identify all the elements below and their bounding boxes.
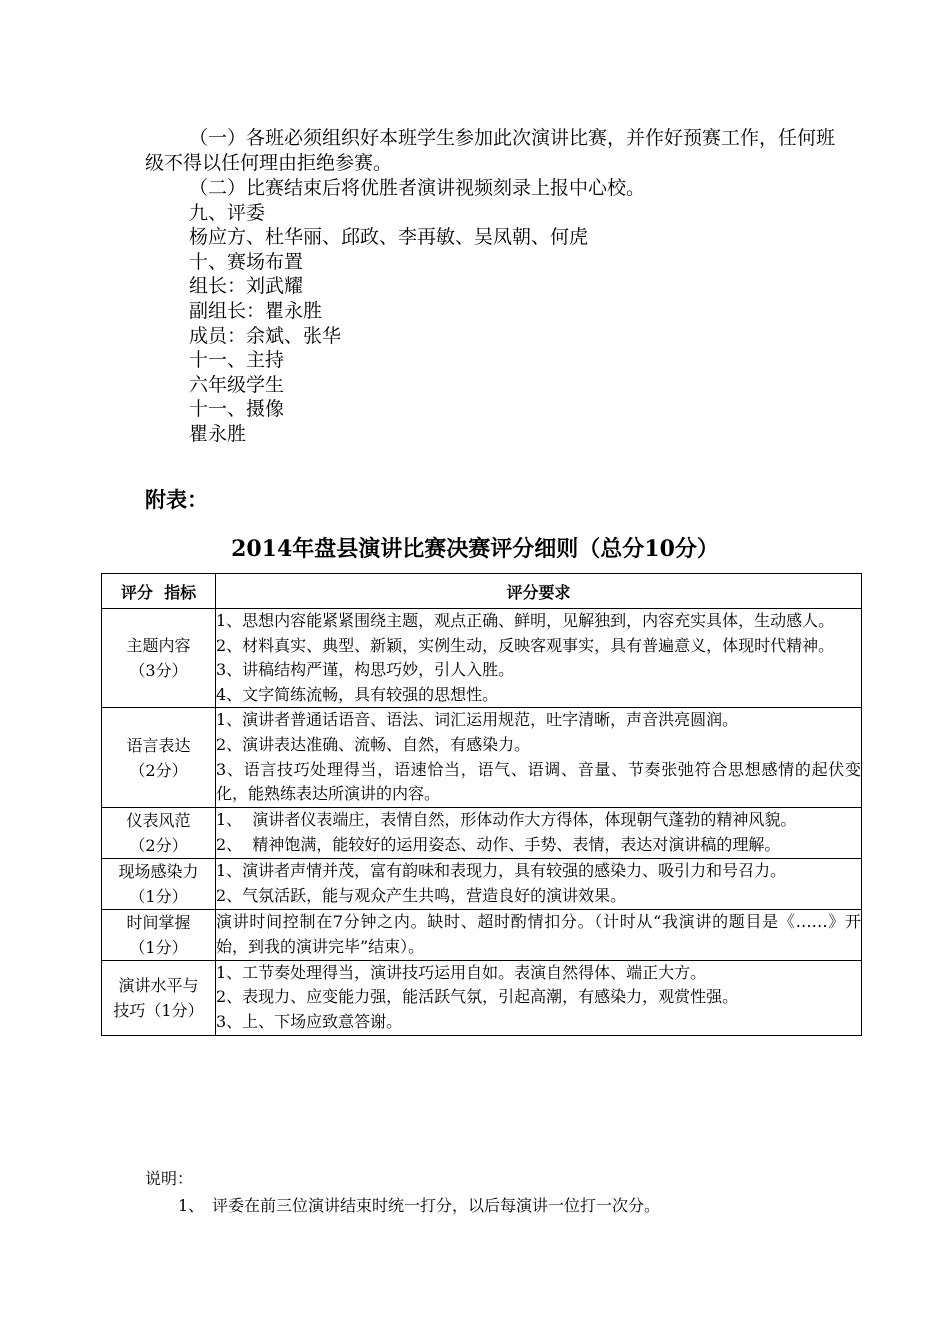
table-row bbox=[102, 909, 862, 960]
requirement-item: 1、思想内容能紧紧围绕主题，观点正确、鲜明，见解独到，内容充实具体，生动感人。 bbox=[216, 611, 835, 630]
requirements-cell bbox=[216, 960, 862, 1035]
requirement-item: 1、演讲者声情并茂，富有韵味和表现力，具有较强的感染力、吸引力和号召力。 bbox=[216, 861, 787, 881]
header-requirements: 评分要求 bbox=[216, 574, 862, 609]
body-line: 十一、摄像 bbox=[189, 398, 285, 421]
body-line: 瞿永胜 bbox=[189, 422, 247, 445]
category-cell bbox=[102, 909, 216, 960]
body-line: 十、赛场布置 bbox=[189, 250, 304, 273]
category-score: （2分） bbox=[129, 760, 188, 780]
body-line: 组长：刘武耀 bbox=[189, 275, 304, 298]
body-line: 成员：余斌、张华 bbox=[189, 324, 342, 347]
body-lines bbox=[189, 176, 645, 447]
requirement-item: 3、讲稿结构严谨，构思巧妙，引人入胜。 bbox=[216, 660, 515, 680]
table-row bbox=[102, 858, 862, 909]
requirements-cell bbox=[216, 858, 862, 909]
requirement-item: 2、表现力、应变能力强，能活跃气氛，引起高潮，有感染力，观赏性强。 bbox=[216, 987, 739, 1007]
requirement-item: 演讲时间控制在7分钟之内。缺时、超时酌情扣分。（计时从“我演讲的题目是《……》开始，到我的演讲完毕”结束）。 bbox=[216, 912, 861, 956]
requirement-item: 2、 精神饱满，能较好的运用姿态、动作、手势、表情，表达对演讲稿的理解。 bbox=[216, 834, 781, 854]
category-cell bbox=[102, 858, 216, 909]
requirement-item: 1、演讲者普通话语音、语法、词汇运用规范，吐字清晰，声音洪亮圆润。 bbox=[216, 710, 739, 730]
category-cell bbox=[102, 960, 216, 1035]
requirement-item: 4、文字简练流畅，具有较强的思想性。 bbox=[216, 684, 499, 704]
table-header-row bbox=[102, 574, 862, 609]
category-cell bbox=[102, 708, 216, 807]
requirement-item: 3、上、下场应致意答谢。 bbox=[216, 1011, 403, 1031]
notes-label: 说明： bbox=[145, 1169, 194, 1188]
requirement-item: 2、气氛活跃，能与观众产生共鸣，营造良好的演讲效果。 bbox=[216, 885, 627, 905]
body-line: 副组长：瞿永胜 bbox=[189, 299, 323, 322]
note-text: 评委在前三位演讲结束时统一打分，以后每演讲一位打一次分。 bbox=[212, 1196, 661, 1215]
table-title: 2014年盘县演讲比赛决赛评分细则（总分10分） bbox=[231, 536, 719, 562]
requirements-cell bbox=[216, 609, 862, 708]
body-line: 九、评委 bbox=[189, 201, 266, 224]
body-line: 杨应方、杜华丽、邱政、李再敏、吴凤朝、何虎 bbox=[189, 226, 589, 249]
category-name: 演讲水平与 bbox=[118, 975, 199, 995]
table-row bbox=[102, 708, 862, 807]
category-name: 仪表风范 bbox=[126, 810, 191, 830]
category-score: （2分） bbox=[129, 835, 188, 855]
category-name: 现场感染力 bbox=[118, 861, 199, 881]
appendix-label: 附表： bbox=[145, 488, 208, 512]
requirement-item: 3、语言技巧处理得当，语速恰当，语气、语调、音量、节奏张弛符合思想感情的起伏变化，能熟练表达所演讲的内容。 bbox=[216, 759, 861, 804]
requirements-cell bbox=[216, 909, 862, 960]
header-indicator: 评分 指标 bbox=[102, 574, 216, 609]
body-line: 十一、主持 bbox=[189, 349, 285, 372]
requirements-cell bbox=[216, 807, 862, 858]
category-score: 技巧（1分） bbox=[113, 1000, 204, 1020]
category-score: （1分） bbox=[129, 937, 188, 957]
requirement-item: 1、 演讲者仪表端庄，表情自然，形体动作大方得体，体现朝气蓬勃的精神风貌。 bbox=[216, 810, 797, 830]
category-score: （3分） bbox=[129, 661, 188, 681]
category-cell bbox=[102, 609, 216, 708]
category-name: 时间掌握 bbox=[126, 912, 191, 932]
scoring-table bbox=[101, 573, 862, 1036]
body-line: （二）比赛结束后将优胜者演讲视频刻录上报中心校。 bbox=[189, 177, 646, 199]
paragraph-requirement-1: （一）各班必须组织好本班学生参加此次演讲比赛，并作好预赛工作，任何班级不得以任何理由拒绝参赛。 bbox=[145, 127, 836, 174]
requirements-cell bbox=[216, 708, 862, 807]
table-row bbox=[102, 609, 862, 708]
note-item bbox=[178, 1193, 660, 1219]
category-name: 主题内容 bbox=[126, 636, 191, 656]
category-cell bbox=[102, 807, 216, 858]
category-name: 语言表达 bbox=[126, 735, 191, 755]
body-line: 六年级学生 bbox=[189, 373, 285, 396]
requirement-item: 1、工节奏处理得当，演讲技巧运用自如。表演自然得体、端正大方。 bbox=[216, 962, 707, 982]
requirement-item: 2、材料真实、典型、新颖，实例生动，反映客观事实，具有普遍意义，体现时代精神。 bbox=[216, 635, 835, 655]
note-number: 1、 bbox=[178, 1196, 205, 1215]
table-row bbox=[102, 807, 862, 858]
category-score: （1分） bbox=[129, 886, 188, 906]
requirement-item: 2、演讲表达准确、流畅、自然，有感染力。 bbox=[216, 734, 531, 754]
table-row bbox=[102, 960, 862, 1035]
